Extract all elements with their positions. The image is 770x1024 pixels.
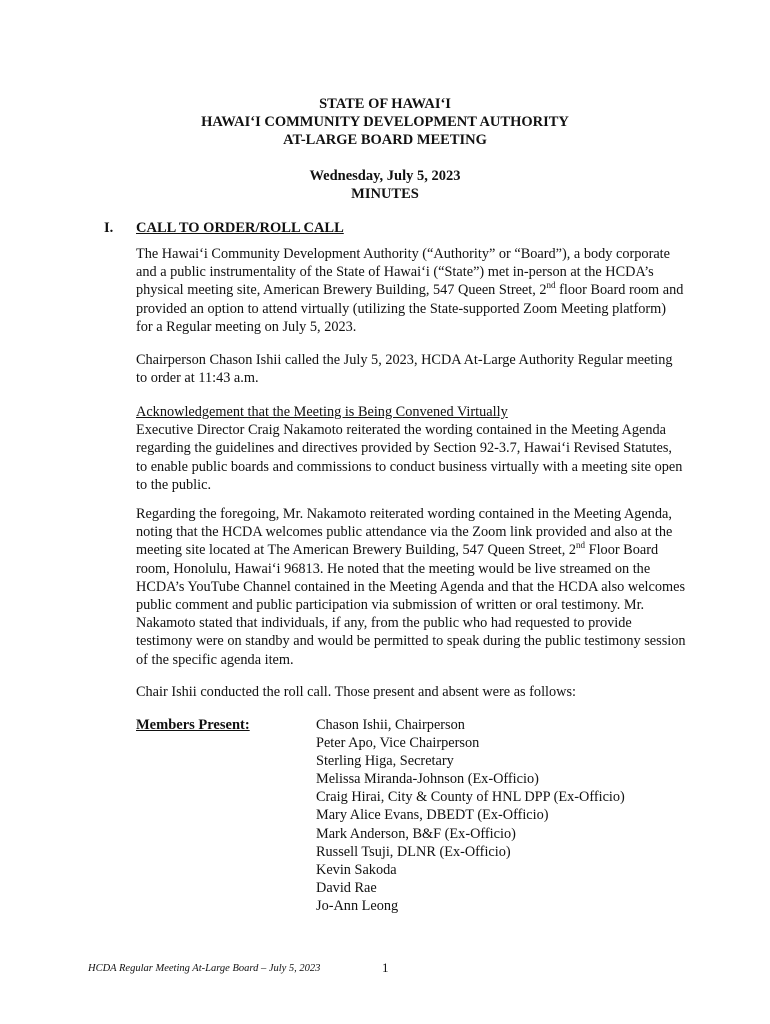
section-number: I. bbox=[104, 220, 114, 236]
header-date: Wednesday, July 5, 2023 bbox=[309, 168, 461, 184]
members-present-label: Members Present: bbox=[136, 717, 250, 733]
paragraph-call-to-order: Chairperson Chason Ishii called the July 5, 2023, HCDA At-Large Authority Regular meeting to order at 11:43 a.m. bbox=[136, 352, 673, 387]
page-number: 1 bbox=[382, 960, 389, 975]
member-name: Sterling Higa, Secretary bbox=[316, 753, 454, 770]
header-state: STATE OF HAWAI‘I bbox=[319, 96, 451, 112]
paragraph-foregoing bbox=[136, 505, 686, 669]
header-authority: HAWAI‘I COMMUNITY DEVELOPMENT AUTHORITY bbox=[201, 114, 569, 130]
paragraph-roll-call: Chair Ishii conducted the roll call. Those present and absent were as follows: bbox=[136, 684, 577, 700]
member-name: Jo-Ann Leong bbox=[316, 897, 399, 914]
paragraph-intro-text-a: The Hawai‘i Community Development Authority (“Authority” or “Board”), a body corporate and a public instrumentality of the State of Hawai‘i (“State”) met in-person at the HCDA’s physical meeting site, American Brewery Building, 547 Queen Street, 2 bbox=[136, 246, 670, 299]
page-footer: HCDA Regular Meeting At-Large Board – July 5, 2023 bbox=[88, 963, 321, 974]
header-meeting: AT-LARGE BOARD MEETING bbox=[283, 132, 487, 148]
section-title: CALL TO ORDER/ROLL CALL bbox=[136, 220, 344, 236]
paragraph-intro-text-b: floor Board room and provided an option to attend virtually (utilizing the State-supported Zoom Meeting platform) for a Regular meeting on July 5, 2023. bbox=[136, 282, 684, 335]
header-minutes: MINUTES bbox=[351, 186, 419, 202]
paragraph-foregoing-text-a: Regarding the foregoing, Mr. Nakamoto reiterated wording contained in the Meeting Agenda, noting that the HCDA welcomes public attendance via the Zoom link provided and also at the meeting site located at The American Brewery Building, 547 Queen Street, 2 bbox=[136, 506, 673, 559]
member-name: Mark Anderson, B&F (Ex-Officio) bbox=[316, 825, 516, 842]
paragraph-foregoing-text-b: Floor Board room, Honolulu, Hawai‘i 96813. He noted that the meeting would be live streamed on the HCDA’s YouTube Channel contained in the Meeting Agenda and that the HCDA also welcomes public comment and public participation via submission of written or oral testimony. Mr. Nakamoto stated that individuals, if any, from the public who had requested to provide testimony were on standby and would be permitted to speak during the public testimony session of the specific agenda item. bbox=[136, 542, 686, 668]
paragraph-intro bbox=[136, 245, 686, 336]
ordinal-suffix: nd bbox=[576, 540, 586, 551]
paragraph-acknowledgement bbox=[136, 403, 686, 494]
member-name: David Rae bbox=[316, 879, 377, 896]
paragraph-acknowledgement-text: Executive Director Craig Nakamoto reiterated the wording contained in the Meeting Agenda regarding the guidelines and directives provided by Section 92-3.7, Hawai‘i Revised Statutes, to enable public boards and commissions to conduct business virtually with a meeting site open to the public. bbox=[136, 422, 683, 493]
ordinal-suffix: nd bbox=[546, 280, 556, 291]
member-name: Mary Alice Evans, DBEDT (Ex-Officio) bbox=[316, 807, 549, 824]
member-name: Craig Hirai, City & County of HNL DPP (Ex-Officio) bbox=[316, 789, 625, 806]
member-name: Chason Ishii, Chairperson bbox=[316, 717, 465, 733]
member-name: Kevin Sakoda bbox=[316, 861, 397, 878]
member-name: Russell Tsuji, DLNR (Ex-Officio) bbox=[316, 843, 511, 860]
member-name: Peter Apo, Vice Chairperson bbox=[316, 735, 480, 752]
members-present-list bbox=[316, 716, 625, 915]
subheading-virtual: Acknowledgement that the Meeting is Being Convened Virtually bbox=[136, 404, 508, 420]
member-name: Melissa Miranda-Johnson (Ex-Officio) bbox=[316, 771, 539, 788]
